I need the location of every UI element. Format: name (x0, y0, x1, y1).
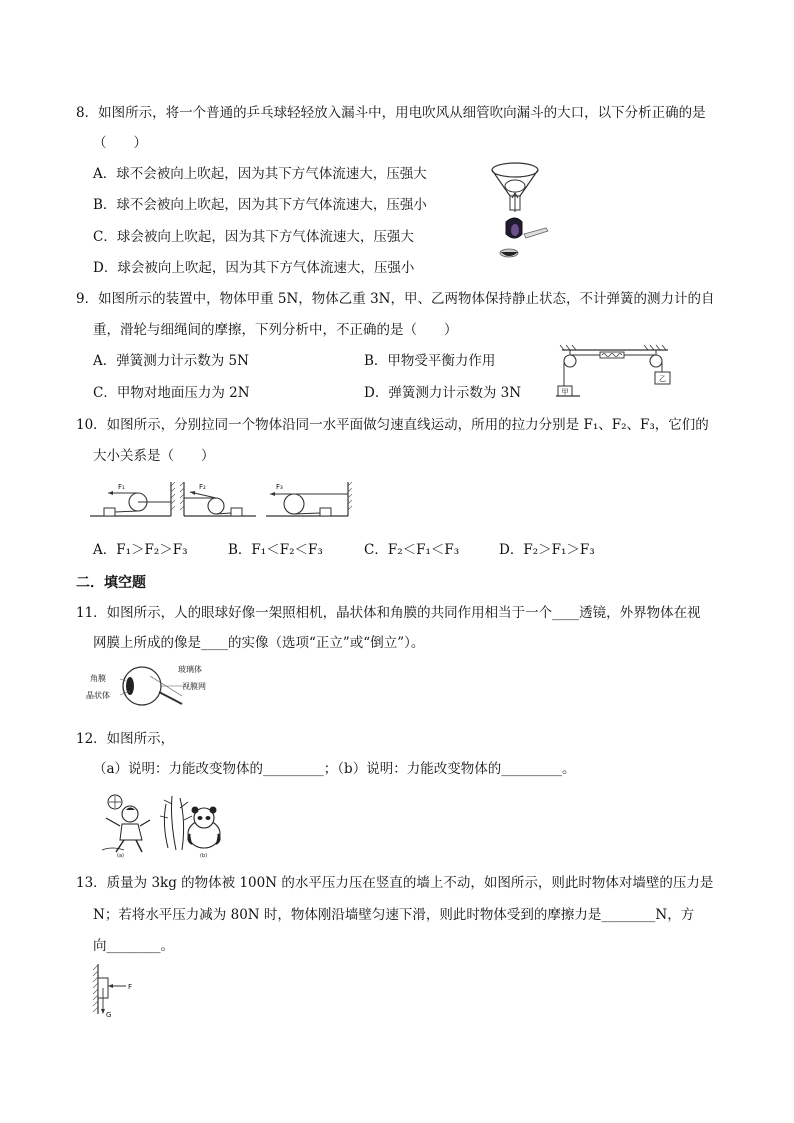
q9-option-b: B．甲物受平衡力作用 (364, 353, 496, 369)
q8-option-a: A．球不会被向上吹起，因为其下方气体流速大，压强大 (93, 166, 427, 182)
q13-force-label: F (128, 983, 133, 991)
q8-funnel-figure (488, 160, 558, 264)
q10-f3-label: F₃ (276, 483, 283, 491)
q11-retina-label: 视膜网 (182, 682, 206, 691)
q11-line2: 网膜上所成的像是____的实像（选项“正立”或“倒立”）。 (93, 635, 425, 651)
q12-a-label: (a) (117, 853, 124, 858)
q8-option-c: C．球会被向上吹起，因为其下方气体流速大，压强大 (93, 229, 414, 245)
q13-line1: 13．质量为 3kg 的物体被 100N 的水平压力压在竖直的墙上不动，如图所示，则此时物体对墙壁的压力是 (76, 875, 714, 891)
q9-yi-label: 乙 (659, 375, 666, 383)
q11-lens-label: 晶状体 (86, 691, 110, 700)
q9-stem-line1: 9．如图所示的装置中，物体甲重 5N，物体乙重 3N，甲、乙两物体保持静止状态，不计弹簧的测力计的自 (76, 291, 715, 307)
q9-pulley-figure (556, 344, 686, 400)
q10-stem-line2: 大小关系是（ ） (93, 448, 215, 464)
q8-option-d: D．球会被向上吹起，因为其下方气体流速大，压强小 (93, 260, 415, 276)
q12-line2: （a）说明：力能改变物体的_________；（b）说明：力能改变物体的_________。 (93, 761, 576, 777)
q13-line2: N；若将水平压力减为 80N 时，物体刚沿墙壁匀速下滑，则此时物体受到的摩擦力是________N，方 (93, 907, 695, 923)
q11-cornea-label: 角膜 (90, 674, 106, 683)
q10-option-b: B．F₁＜F₂＜F₃ (228, 542, 323, 558)
q11-line1: 11．如图所示，人的眼球好像一架照相机，晶状体和角膜的共同作用相当于一个____透镜，外界物体在视 (76, 605, 701, 621)
q10-pulley-figures (86, 478, 352, 520)
q12-b-label: (b) (200, 853, 208, 858)
q13-wall-figure (90, 962, 140, 1018)
q8-bracket: （ ） (93, 135, 147, 151)
q9-option-d: D．弹簧测力计示数为 3N (364, 385, 522, 401)
q9-stem-line2: 重，滑轮与细绳间的摩擦，下列分析中，不正确的是（ ） (93, 322, 458, 338)
q9-option-c: C．甲物对地面压力为 2N (93, 385, 250, 401)
q9-option-a: A．弹簧测力计示数为 5N (93, 353, 249, 369)
q9-jia-label: 甲 (561, 388, 569, 396)
q8-stem: 8．如图所示，将一个普通的乒乓球轻轻放入漏斗中，用电吹风从细管吹向漏斗的大口，以下分析正确的是 (76, 105, 706, 121)
q10-option-a: A．F₁＞F₂＞F₃ (93, 542, 188, 558)
q11-vitreous-label: 玻璃体 (178, 665, 202, 674)
q10-option-c: C．F₂＜F₁＜F₃ (364, 542, 460, 558)
q13-gravity-label: G (106, 1011, 112, 1018)
q10-f2-label: F₂ (199, 483, 206, 491)
q13-line3: 向________。 (93, 938, 174, 954)
q12-line1: 12．如图所示， (76, 731, 175, 747)
q12-cartoon-figure (92, 790, 234, 858)
q10-stem-line1: 10．如图所示，分别拉同一个物体沿同一水平面做匀速直线运动，所用的拉力分别是 F₁、F₂、F₃，它们的 (76, 417, 709, 433)
q8-option-b: B．球不会被向上吹起，因为其下方气体流速大，压强小 (93, 197, 427, 213)
q11-eye-figure (86, 662, 216, 708)
q10-option-d: D．F₂＞F₁＞F₃ (499, 542, 595, 558)
q10-f1-label: F₁ (118, 483, 125, 491)
section-title: 二．填空题 (76, 575, 146, 591)
